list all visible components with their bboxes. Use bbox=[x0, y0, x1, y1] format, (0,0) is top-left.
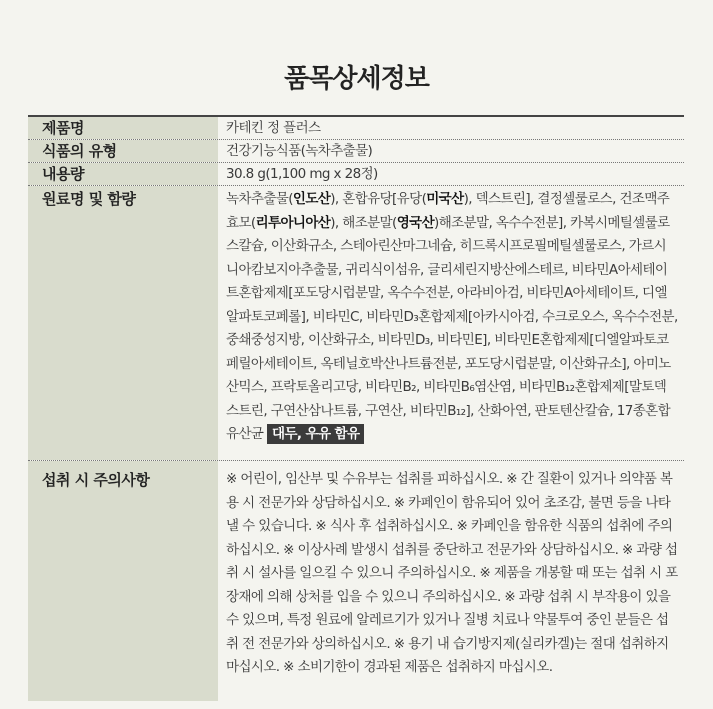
value-product-name: 카테킨 정 플러스 bbox=[226, 120, 321, 136]
label-food-type: 식품의 유형 bbox=[28, 140, 218, 162]
label-caution: 섭취 시 주의사항 bbox=[28, 461, 218, 701]
row-product-name bbox=[28, 117, 684, 140]
origin-usa: 미국산 bbox=[426, 191, 464, 207]
row-caution bbox=[28, 461, 684, 701]
label-content: 내용량 bbox=[28, 163, 218, 185]
value-food-type: 건강기능식품(녹차추출물) bbox=[226, 143, 373, 159]
ingredients-text-4: ), 해조분말( bbox=[330, 214, 397, 231]
ingredients-text-2: ), 혼합유당[유당( bbox=[330, 191, 427, 207]
value-content: 30.8 g(1,100 mg x 28정) bbox=[226, 166, 378, 182]
origin-lithuania: 리투아니아산 bbox=[255, 214, 331, 231]
product-info-table bbox=[28, 115, 684, 701]
ingredients-text-3: ), 덱스트린], 결정셀룰로스, 건조맥주효모( bbox=[226, 191, 670, 231]
label-ingredients: 원료명 및 함량 bbox=[28, 186, 218, 460]
page-title: 품목상세정보 bbox=[284, 64, 429, 94]
label-product-name: 제품명 bbox=[28, 117, 218, 139]
allergen-badge: 대두, 우유 함유 bbox=[267, 424, 364, 444]
origin-uk: 영국산 bbox=[396, 214, 435, 231]
row-ingredients bbox=[28, 186, 684, 461]
value-caution: ※ 어린이, 임산부 및 수유부는 섭취를 피하십시오. ※ 간 질환이 있거나 의약품 복용 시 전문가와 상담하십시오. ※ 카페인이 함유되어 있어 초조감, 불면 등을 나타낼 수 있습니다. ※ 식사 후 섭취하십시오. ※ 카페인을 함유한 식품의 섭취에 주의하십시오. ※ 이상사례 발생시 섭취를 중단하고 전문가와 상담하십시오. ※ 과량 섭취 시 설사를 일으킬 수 있으니 주의하십시오. ※ 제품을 개봉할 때 또는 섭취 시 포장재에 의해 상처를 입을 수 있으니 주의하십시오. ※ 과량 섭취 시 부작용이 있을 수 있으며, 특정 원료에 알레르기가 있거나 질병 치료나 약물투여 중인 분들은 섭취 전 전문가와 상의하십시오. ※ 용기 내 습기방지제(실리카겔)는 절대 섭취하지 마십시오. ※ 소비기한이 경과된 제품은 섭취하지 마십시오. bbox=[226, 471, 678, 675]
ingredients-text-1: 녹차추출물( bbox=[226, 191, 293, 207]
value-ingredients bbox=[218, 186, 684, 460]
row-food-type bbox=[28, 140, 684, 163]
origin-india: 인도산 bbox=[292, 191, 331, 207]
ingredients-text-5: )해조분말, 옥수수전분], 카복시메틸셀룰로스칼슘, 이산화규소, 스테아린산마그네슘, 히드록시프로필메틸셀룰로스, 가르시니아캄보지아추출물, 귀리식이섬유, 글리세린지방산에스테르, 비타민A아세테이트혼합제제[포도당시럽분말, 옥수수전분, 아라비아검, 비타민A아세테이트, 디엘알파토코페롤], 비타민C, 비타민D₃혼합제제[아카시아검, 수크로오스, 옥수수전분, 중쇄중성지방, 이산화규소, 비타민D₃, 비타민E], 비타민E혼합제제[디엘알파토코페릴아세테이트, 옥테닐호박산나트륨전분, 포도당시럽분말, 이산화규소], 아미노산믹스, 프락토올리고당, 비타민B₂, 비타민B₆염산염, 비타민B₁₂혼합제제[말토덱스트린, 구연산삼나트륨, 구연산, 비타민B₁₂], 산화아연, 판토텐산칼슘, 17종혼합유산균 bbox=[226, 214, 678, 442]
row-content bbox=[28, 163, 684, 186]
